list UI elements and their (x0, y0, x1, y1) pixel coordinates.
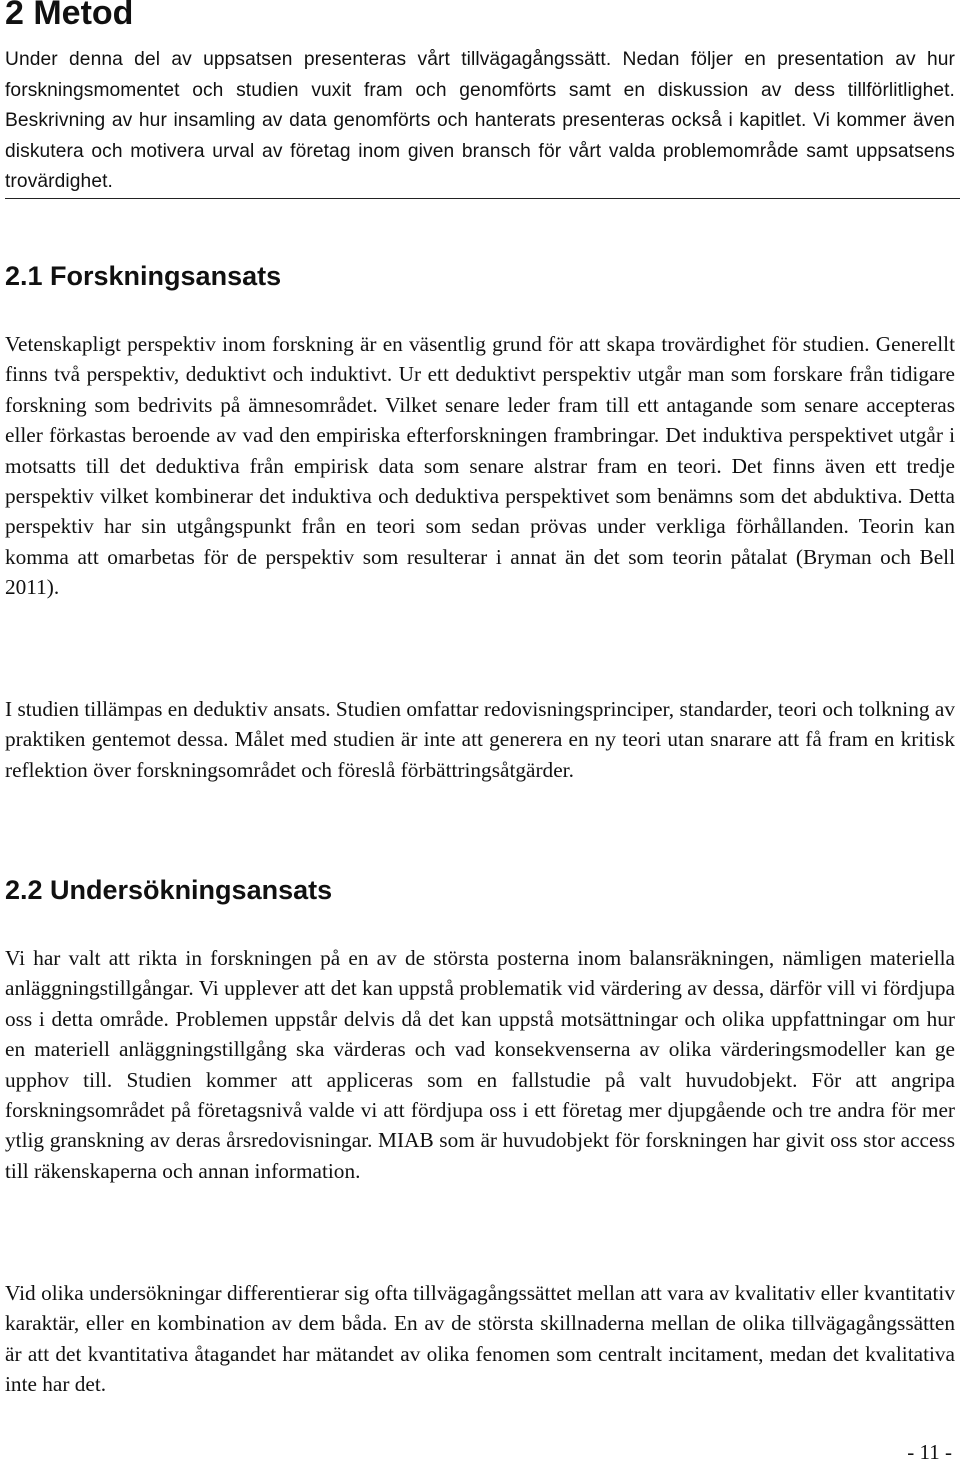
paragraph-forskningsansats-2: I studien tillämpas en deduktiv ansats. Studien omfattar redovisningsprinciper, standarder, teori och tolkning av praktiken gentemot dessa. Målet med studien är inte att generera en ny teori utan snarare att få fram en kritisk reflektion över forskningsområdet och föreslå förbättringsåtgärder. (5, 697, 955, 782)
paragraph-undersokningsansats-2: Vid olika undersökningar differentierar sig ofta tillvägagångssättet mellan att vara av kvalitativ eller kvantitativ karaktär, eller en kombination av dem båda. En av de största skillnaderna mellan de olika tillvägagångssätten är att det kvantitativa åtagandet har mätandet av olika fenomen som centralt incitament, medan det kvalitativa inte har det. (5, 1281, 955, 1397)
section-title-forskningsansats: 2.1 Forskningsansats (5, 261, 282, 291)
chapter-title: 2 Metod (5, 0, 134, 32)
intro-divider (5, 198, 960, 199)
paragraph-undersokningsansats-1: Vi har valt att rikta in forskningen på en av de största posterna inom balansräkningen, nämligen materiella anläggningstillgångar. Vi upplever att det kan uppstå problematik vid värdering av dessa, därför vill vi fördjupa oss i detta område. Problemen uppstår delvis då det kan uppstå motsättningar och olika uppfattningar om hur en materiell anläggningstillgång ska värderas och vad konsekvenserna av olika värderingsmodeller kan ge upphov till. Studien kommer att appliceras som en fallstudie på valt huvudobjekt. För att angripa forskningsområdet på företagsnivå valde vi att fördjupa oss i ett företag mer djupgående och tre andra för mer ytlig granskning av deras årsredovisningar. MIAB som är huvudobjekt för forskningen har givit oss stor access till räkenskaperna och annan information. (5, 946, 955, 1183)
paragraph-forskningsansats-1: Vetenskapligt perspektiv inom forskning är en väsentlig grund för att skapa trovärdighet för studien. Generellt finns två perspektiv, deduktivt och induktivt. Ur ett deduktivt perspektiv utgår man som forskare från tidigare forskning som bedrivits på ämnesområdet. Vilket senare leder fram till ett antagande som senare accepteras eller förkastas beroende av vad den empiriska efterforskningen frambringar. Det induktiva perspektivet utgår i motsatts till det deduktiva från empirisk data som senare alstrar fram en teori. Det finns även ett tredje perspektiv vilket kombinerar det induktiva och deduktiva perspektivet som benämns som det abduktiva. Detta perspektiv har sin utgångspunkt från en teori som sedan prövas under verkliga förhållanden. Teorin kan komma att omarbetas för de perspektiv som resulterar i annat än det som teorin påtalat (Bryman och Bell 2011). (5, 332, 955, 600)
chapter-intro-paragraph: Under denna del av uppsatsen presenteras vårt tillvägagångssätt. Nedan följer en presentation av hur forskningsmomentet och studien vuxit fram och genomförts samt en diskussion av dess tillförlitlighet. Beskrivning av hur insamling av data genomförts och hanterats presenteras också i kapitlet. Vi kommer även diskutera och motivera urval av företag inom given bransch för vårt valda problemområde samt uppsatsens trovärdighet. (5, 49, 955, 192)
section-title-undersokningsansats: 2.2 Undersökningsansats (5, 875, 333, 905)
page-number: - 11 - (907, 1440, 952, 1464)
